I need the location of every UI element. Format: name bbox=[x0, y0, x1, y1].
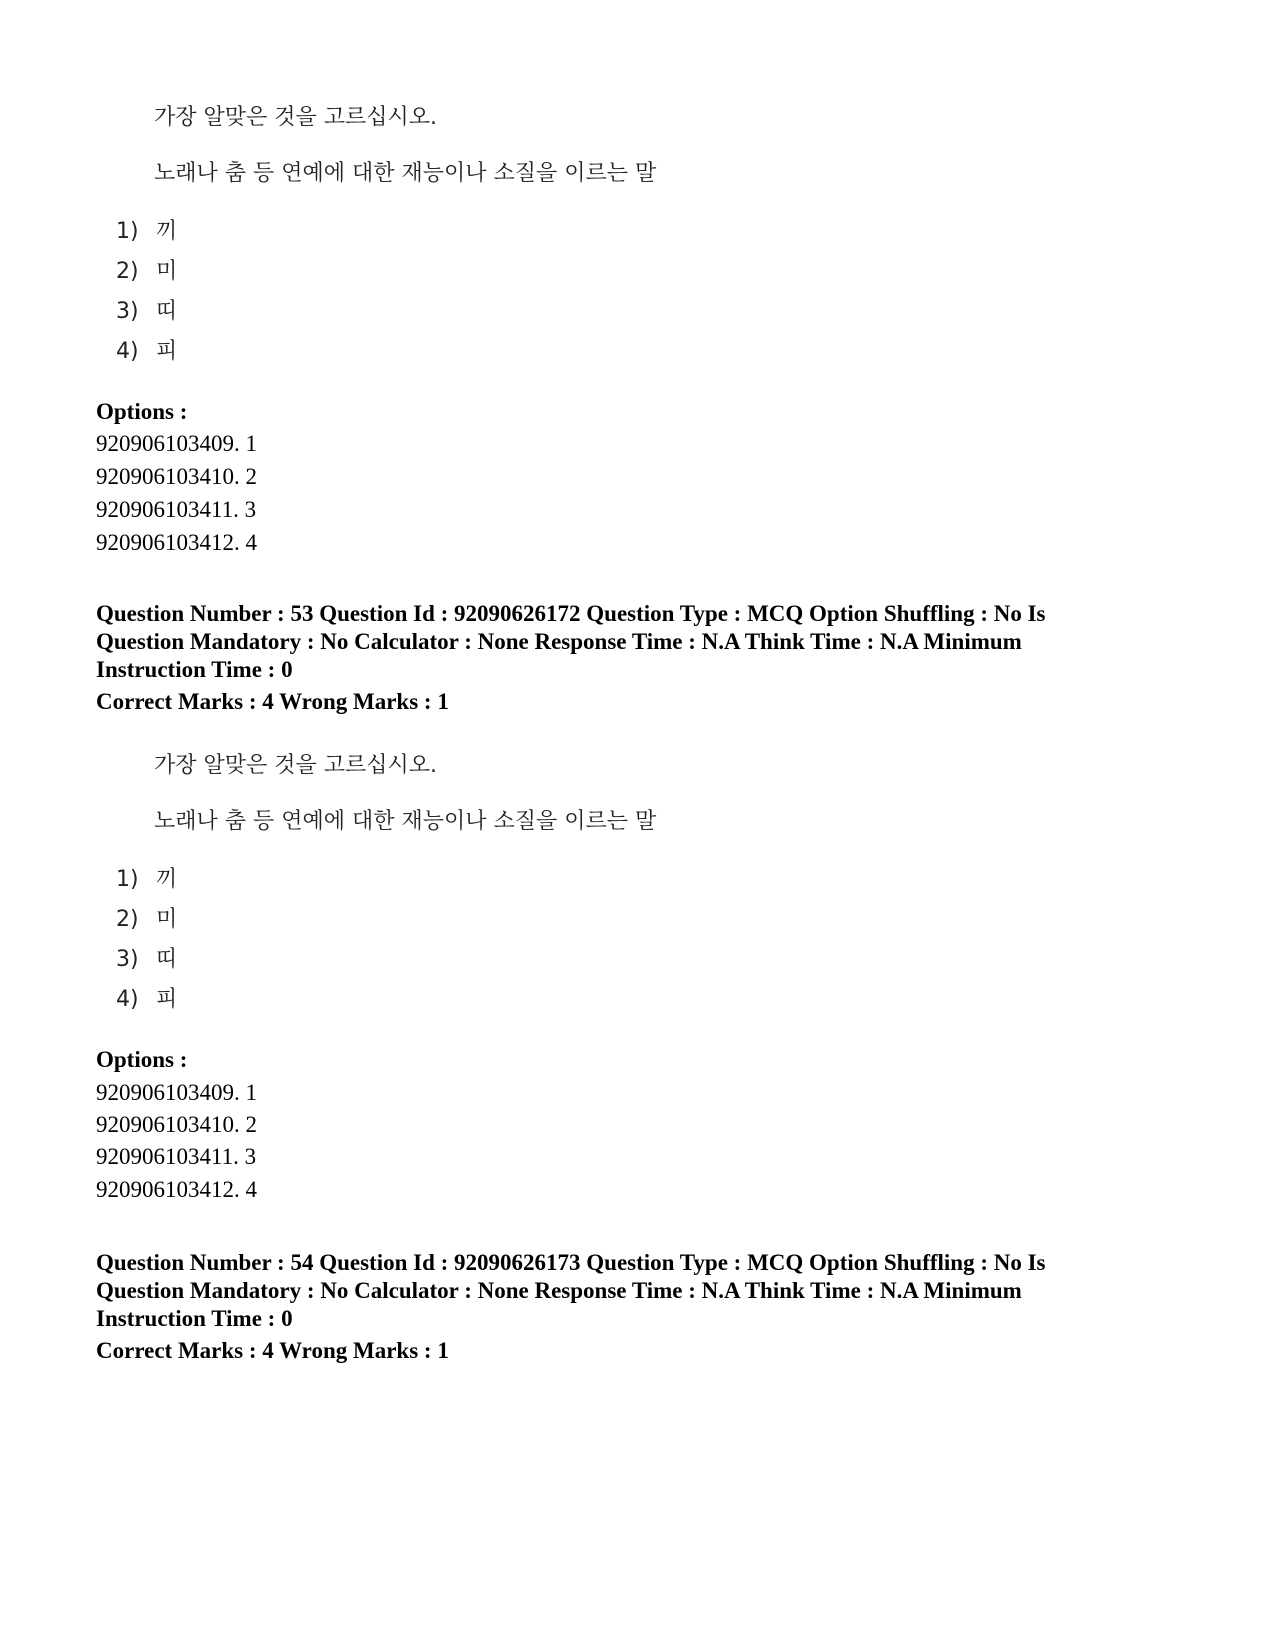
option-line: 920906103412. 4 bbox=[96, 530, 257, 555]
choice-item bbox=[116, 862, 177, 893]
options-label: Options : bbox=[96, 399, 188, 424]
choice-text: 피 bbox=[156, 987, 178, 1012]
option-line: 920906103409. 1 bbox=[96, 431, 257, 456]
question-meta-line: Question Mandatory : No Calculator : None Response Time : N.A Think Time : N.A Minimum bbox=[96, 629, 1022, 654]
choice-item bbox=[116, 942, 177, 973]
option-line: 920906103410. 2 bbox=[96, 464, 257, 489]
option-line: 920906103409. 1 bbox=[96, 1080, 257, 1105]
choice-item bbox=[116, 334, 177, 365]
question-meta-line: Instruction Time : 0 bbox=[96, 1306, 293, 1331]
choice-number: 2) bbox=[116, 259, 139, 284]
choice-text: 미 bbox=[156, 259, 178, 284]
question-prompt: 노래나 춤 등 연예에 대한 재능이나 소질을 이르는 말 bbox=[154, 161, 657, 186]
choice-number: 3) bbox=[116, 947, 139, 972]
choice-number: 3) bbox=[116, 299, 139, 324]
choice-text: 띠 bbox=[156, 299, 178, 324]
choice-number: 4) bbox=[116, 339, 139, 364]
option-line: 920906103411. 3 bbox=[96, 497, 257, 522]
choice-item bbox=[116, 214, 177, 245]
choice-number: 1) bbox=[116, 219, 139, 244]
choice-item bbox=[116, 902, 177, 933]
question-instruction: 가장 알맞은 것을 고르십시오. bbox=[154, 753, 437, 778]
question-prompt: 노래나 춤 등 연예에 대한 재능이나 소질을 이르는 말 bbox=[154, 809, 657, 834]
choice-text: 끼 bbox=[156, 867, 178, 892]
choice-text: 미 bbox=[156, 907, 178, 932]
choice-number: 1) bbox=[116, 867, 139, 892]
question-instruction: 가장 알맞은 것을 고르십시오. bbox=[154, 105, 437, 130]
choice-number: 2) bbox=[116, 907, 139, 932]
choice-text: 피 bbox=[156, 339, 178, 364]
question-marks: Correct Marks : 4 Wrong Marks : 1 bbox=[96, 689, 449, 714]
question-marks: Correct Marks : 4 Wrong Marks : 1 bbox=[96, 1338, 449, 1363]
question-meta-line: Question Number : 53 Question Id : 92090626172 Question Type : MCQ Option Shuffling : No Is bbox=[96, 601, 1046, 626]
choice-item bbox=[116, 294, 177, 325]
option-line: 920906103410. 2 bbox=[96, 1112, 257, 1137]
question-meta-line: Question Number : 54 Question Id : 92090626173 Question Type : MCQ Option Shuffling : No Is bbox=[96, 1250, 1046, 1275]
choice-text: 끼 bbox=[156, 219, 178, 244]
choice-text: 띠 bbox=[156, 947, 178, 972]
option-line: 920906103411. 3 bbox=[96, 1144, 257, 1169]
choice-item bbox=[116, 982, 177, 1013]
choice-item bbox=[116, 254, 177, 285]
choice-number: 4) bbox=[116, 987, 139, 1012]
question-meta-line: Question Mandatory : No Calculator : None Response Time : N.A Think Time : N.A Minimum bbox=[96, 1278, 1022, 1303]
option-line: 920906103412. 4 bbox=[96, 1177, 257, 1202]
options-label: Options : bbox=[96, 1047, 188, 1072]
question-meta-line: Instruction Time : 0 bbox=[96, 657, 293, 682]
question-meta bbox=[96, 1249, 1206, 1333]
question-meta bbox=[96, 600, 1206, 684]
